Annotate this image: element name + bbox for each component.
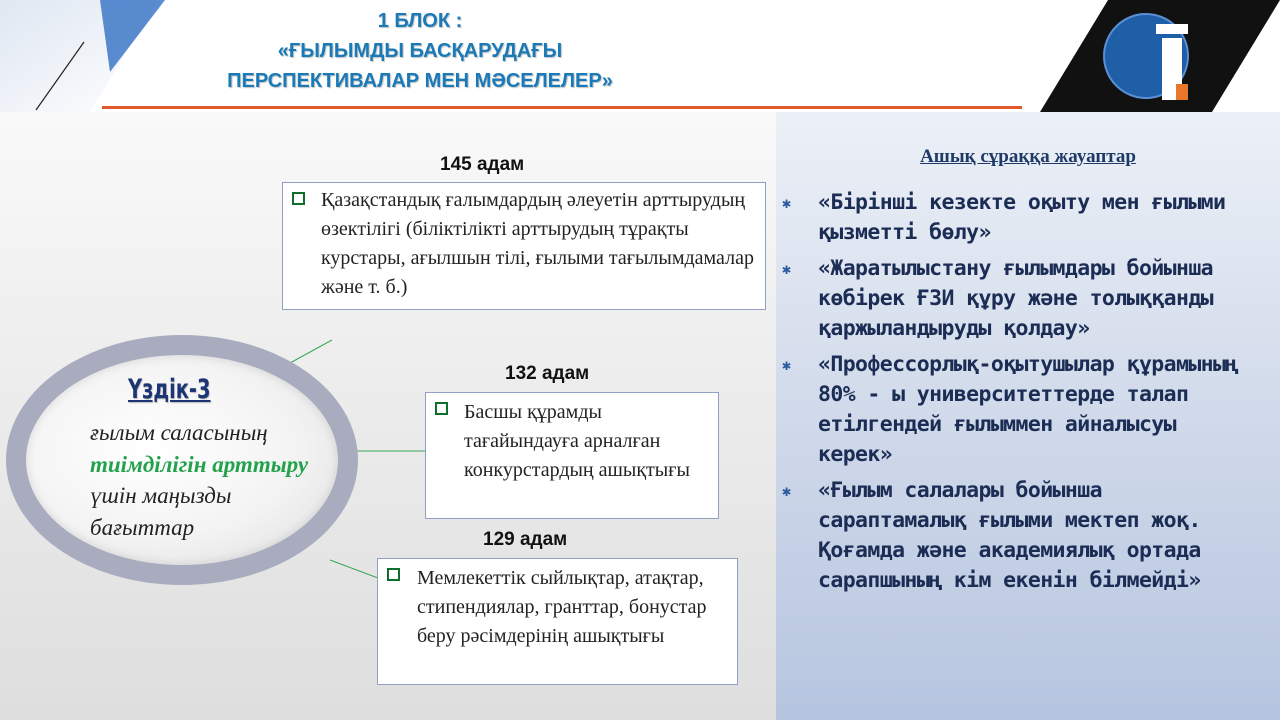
asterisk-bullet-icon: ✱: [782, 356, 791, 374]
checkbox-bullet-icon: [387, 568, 400, 581]
item-box: [377, 558, 738, 685]
slide-title: 1 БЛОК : «ҒЫЛЫМДЫ БАСҚАРУДАҒЫ ПЕРСПЕКТИВАЛАР МЕН МӘСЕЛЕЛЕР»: [227, 10, 613, 92]
item-box: [425, 392, 719, 519]
asterisk-bullet-icon: ✱: [782, 482, 791, 500]
item-count: 145 адам: [440, 154, 525, 175]
logo-icon: [1036, 0, 1280, 112]
quote-item: ✱ «Ғылым салалары бойынша сараптамалық ғылыми мектеп жоқ. Қоғамда және академиялық ортада сарапшының кім екенін білмейді»: [782, 478, 1201, 593]
item-count: 129 адам: [483, 529, 568, 550]
quote-item: ✱ «Профессорлық-оқытушылар құрамының 80% - ы университеттерде талап етілгендей ғылыммен айналысуы керек»: [782, 352, 1238, 467]
central-title: Үздік-3: [128, 374, 211, 405]
asterisk-bullet-icon: ✱: [782, 260, 791, 278]
item-text: Қазақстандық ғалымдардың әлеуетін арттырудың өзектілігі (біліктілікті арттырудың тұрақты курстары, ағылшын тілі, ғылыми тағылымдамалар және т. б.): [321, 189, 754, 298]
quote-list: [776, 188, 1280, 602]
panel-heading: Ашық сұраққа жауаптар: [920, 146, 1136, 167]
asterisk-bullet-icon: ✱: [782, 194, 791, 212]
item-text: Мемлекеттік сыйлықтар, атақтар, стипендиялар, гранттар, бонустар беру рәсімдерінің ашықтығы: [417, 567, 707, 647]
item-box: [282, 182, 766, 310]
item-text: Басшы құрамды тағайындауға арналған конкурстардың ашықтығы: [464, 401, 690, 481]
quote-item: ✱ «Бірінші кезекте оқыту мен ғылыми қызметті бөлу»: [782, 190, 1226, 245]
item-count: 132 адам: [505, 363, 590, 384]
checkbox-bullet-icon: [292, 192, 305, 205]
accent-divider: [102, 106, 1022, 109]
central-text: ғылым саласының тиімділігін арттыру үшін маңызды бағыттар: [90, 420, 309, 540]
directions-diagram: [0, 112, 776, 720]
quote-item: ✱ «Жаратылыстану ғылымдары бойынша көбірек ҒЗИ құру және толыққанды қаржыландыруды қолдау»: [782, 256, 1214, 341]
slide-header: [0, 0, 1280, 112]
checkbox-bullet-icon: [435, 402, 448, 415]
